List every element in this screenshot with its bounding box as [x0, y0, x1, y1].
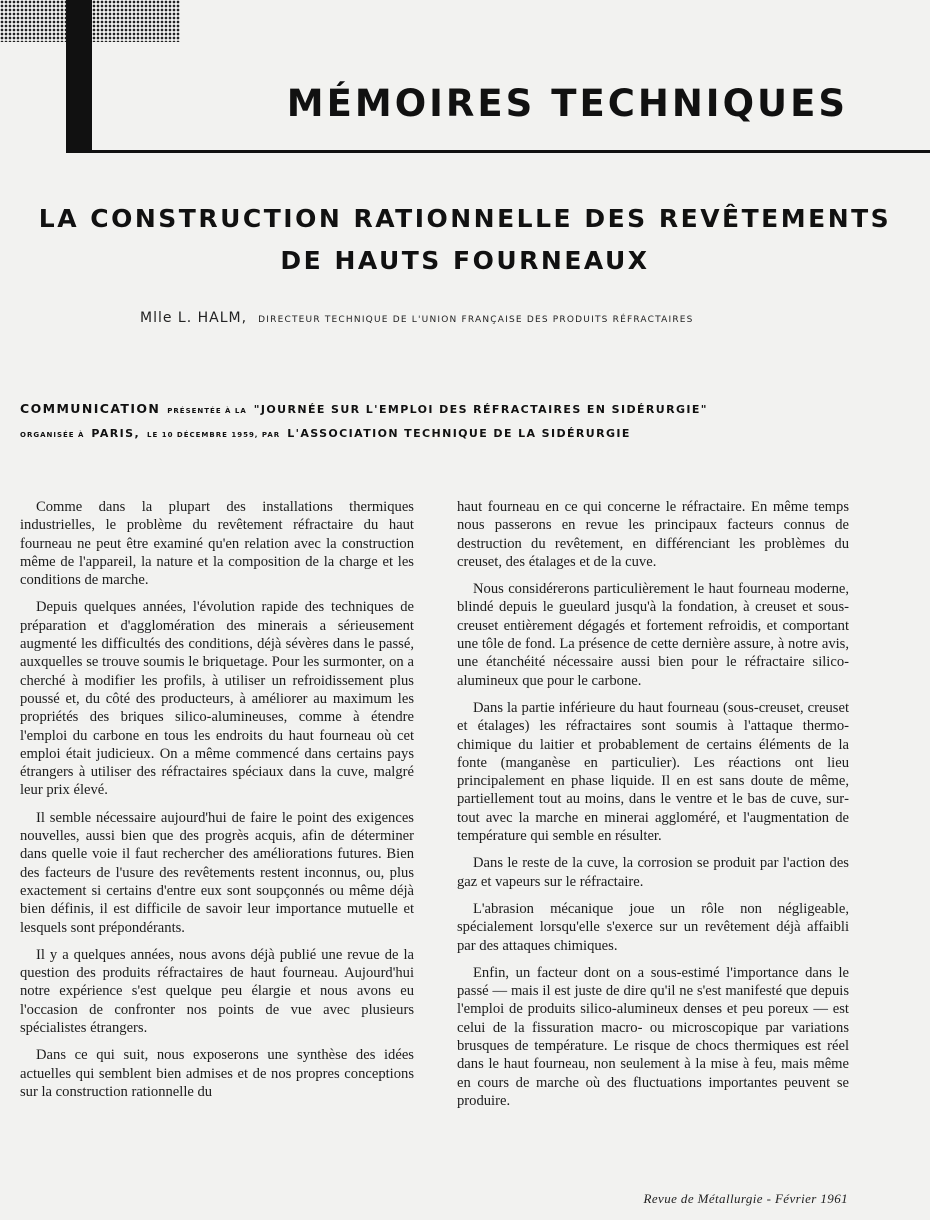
- author-role: DIRECTEUR TECHNIQUE DE L'UNION FRANÇAISE DES PRODUITS RÉFRACTAIRES: [258, 315, 694, 325]
- communication-city: PARIS,: [91, 427, 141, 440]
- communication-word: COMMUNICATION: [20, 401, 161, 416]
- communication-line-1: [20, 398, 708, 417]
- paragraph: Dans ce qui suit, nous exposerons une synthèse des idées actuelles qui semblent bien admises et de nos propres conceptions sur la construction rationnelle du: [20, 1047, 414, 1100]
- section-title: MÉMOIRES TECHNIQUES: [286, 82, 848, 125]
- header-rule: [66, 150, 930, 153]
- paragraph: Il semble nécessaire aujourd'hui de faire le point des exigences nouvelles, aussi bien que des progrès acquis, afin de déterminer dans quelle voie il faut rechercher des améliorations futures. Bien des facteurs de l'usure des revêtements restent inconnus, ou, plus exactement si certains d'entre eux sont soupçonnés ou même déjà bien définis, il est difficile de savoir leur importance mutuelle et lesquels sont prépondérants.: [20, 809, 414, 936]
- paragraph: Dans le reste de la cuve, la corrosion se produit par l'action des gaz et vapeurs sur le réfractaire.: [457, 855, 849, 890]
- communication-presented: PRÉSENTÉE À LA: [167, 407, 247, 415]
- communication-organised: ORGANISÉE À: [20, 431, 85, 439]
- communication-organiser: L'ASSOCIATION TECHNIQUE DE LA SIDÉRURGIE: [287, 427, 631, 440]
- article-title-line-1: LA CONSTRUCTION RATIONNELLE DES REVÊTEMENTS: [38, 204, 892, 233]
- journal-footer: Revue de Métallurgie - Février 1961: [643, 1191, 848, 1206]
- body-column-left: [20, 498, 414, 1110]
- body-column-right: [457, 498, 849, 1119]
- article-title: [18, 198, 912, 282]
- header-vertical-bar: [66, 0, 92, 152]
- communication-date: LE 10 DÉCEMBRE 1959, PAR: [147, 431, 281, 439]
- paragraph: Enfin, un facteur dont on a sous-estimé l'importance dans le passé — mais il est juste de dire qu'il ne s'est manifesté que depuis l'emploi de produits silico-alumineux denses et peu poreux — est celui de la fissuration macro- ou microscopique par variations brusques de température. Le risque de chocs thermiques est réel dans le haut fourneau, non seulement à la mise à feu, mais même en cours de marche où des fluctuations importantes peuvent se produire.: [457, 964, 849, 1109]
- paragraph: Nous considérerons particulièrement le haut fourneau moderne, blindé depuis le gueulard jusqu'à la fondation, à creuset et sous-creuset entièrement dégagés et fortement refroidis, et comportant une tôle de fond. La présence de cette dernière assure, à notre avis, une étanchéité nécessaire aussi bien pour le réfractaire silico-alumineux que pour le carbone.: [457, 581, 849, 689]
- paragraph: haut fourneau en ce qui concerne le réfractaire. En même temps nous passerons en revue les principaux facteurs connus de destruction du revêtement, en différenciant les problèmes du creuset, des étalages et de la cuve.: [457, 499, 849, 570]
- paragraph: Il y a quelques années, nous avons déjà publié une revue de la question des produits réfractaires de haut fourneau. Aujourd'hui notre expérience s'est quelque peu élargie et nous avons eu l'occasion de confronter nos points de vue avec plusieurs spécialistes étrangers.: [20, 946, 414, 1037]
- paragraph: Depuis quelques années, l'évolution rapide des techniques de préparation et d'agglomération des minerais a sérieusement augmenté les difficultés des conditions, déjà sévères dans le passé, auxquelles se trouve soumis le briquetage. Pour les surmonter, on a cherché à modifier les profils, à utiliser un refroidissement plus poussé et, du côté des producteurs, à améliorer au maximum les propriétés des briques silico-alumineuses, comme à étendre l'emploi du carbone en tous les endroits du haut fourneau où cet emploi était judicieux. On a même commencé dans certains pays étrangers à utiliser des réfractaires spéciaux dans la cuve, malgré leur prix élevé.: [20, 599, 414, 799]
- communication-line-2: [20, 422, 631, 441]
- paragraph: Comme dans la plupart des installations thermiques industrielles, le problème du revêtement réfractaire du haut fourneau ne peut être examiné qu'en relation avec la construction même de l'appareil, la nature et la composition de la charge et les conditions de marche.: [20, 499, 414, 589]
- communication-event: "JOURNÉE SUR L'EMPLOI DES RÉFRACTAIRES EN SIDÉRURGIE": [253, 403, 708, 416]
- article-title-line-2: DE HAUTS FOURNEAUX: [280, 246, 650, 275]
- author-name: Mlle L. HALM,: [140, 310, 248, 326]
- paragraph: Dans la partie inférieure du haut fourneau (sous-creuset, creuset et étalages) les réfractaires sont soumis à l'attaque thermo-chimique du laitier et probablement de certains éléments de la fonte (manganèse en particulier). Les réactions ont lieu principalement en phase liquide. Il en est sans doute de même, partiellement tout au moins, dans le ventre et le bas de cuve, surtout avec la marche en minerai aggloméré, et l'augmentation de température qui semble en résulter.: [457, 699, 849, 845]
- author-line: [140, 307, 780, 326]
- paragraph: L'abrasion mécanique joue un rôle non négligeable, spécialement lorsqu'elle s'exerce sur un revêtement déjà affaibli par des attaques chimiques.: [457, 900, 849, 954]
